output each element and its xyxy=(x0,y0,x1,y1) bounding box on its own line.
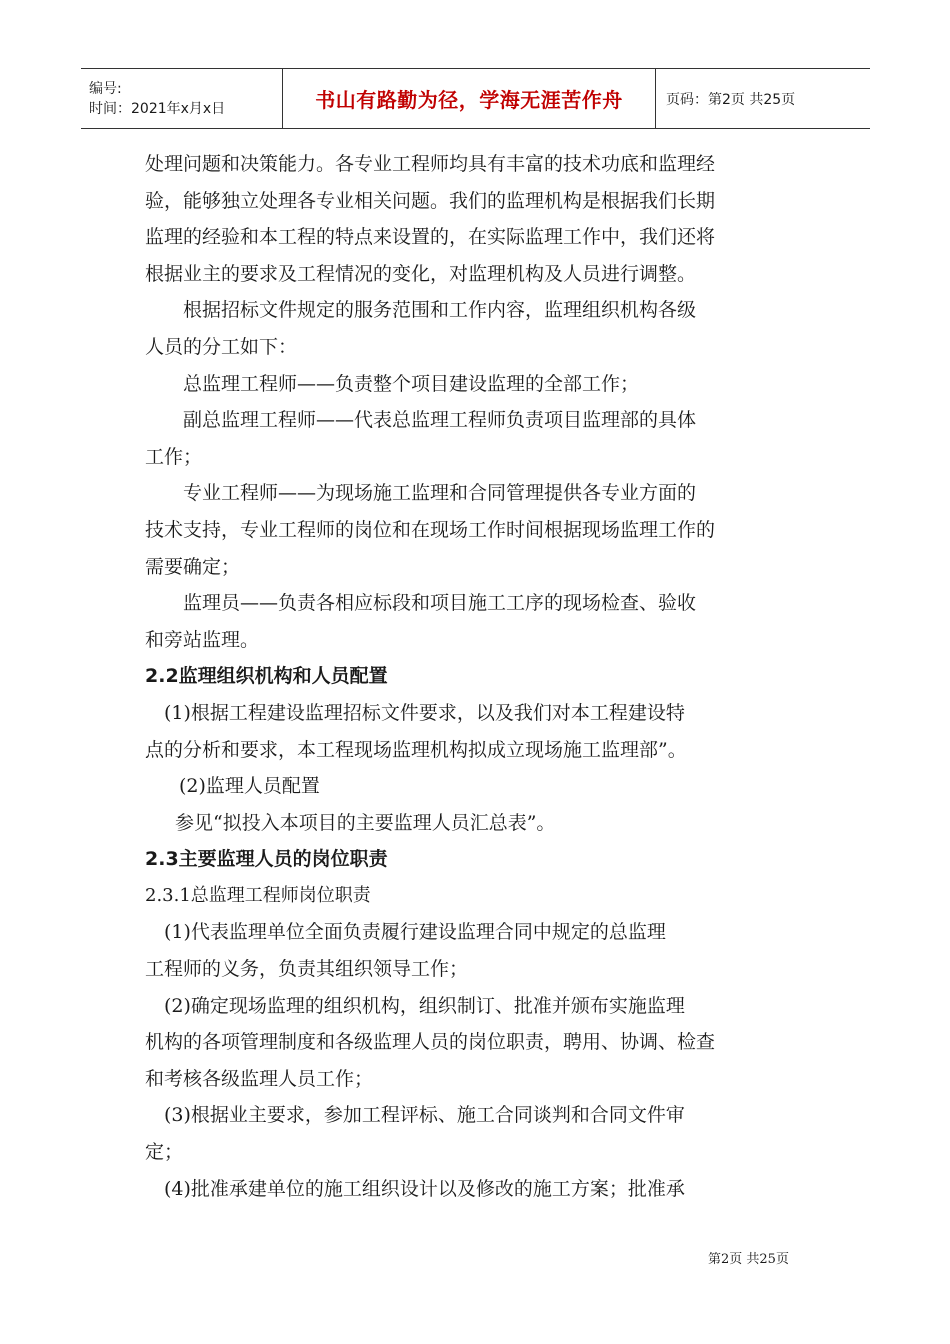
body-line: (2)确定现场监理的组织机构，组织制订、批准并颁布实施监理 xyxy=(164,994,685,1017)
header-meta xyxy=(81,69,283,128)
body-line: 副总监理工程师——代表总监理工程师负责项目监理部的具体 xyxy=(183,409,697,432)
body-line: 工作； xyxy=(145,445,203,468)
motto: 书山有路勤为径，学海无涯苦作舟 xyxy=(315,88,623,112)
page-header xyxy=(81,68,870,129)
body-line: 技术支持，专业工程师的岗位和在现场工作时间根据现场监理工作的 xyxy=(145,518,716,541)
body-line: (2)监理人员配置 xyxy=(179,775,320,798)
section-heading: 2.3主要监理人员的岗位职责 xyxy=(145,848,388,871)
document-body xyxy=(145,146,825,1207)
number-label: 编号: xyxy=(89,80,122,97)
page-footer: 第2页 共25页 xyxy=(708,1252,789,1267)
body-line: (3)根据业主要求，参加工程评标、施工合同谈判和合同文件审 xyxy=(164,1104,685,1127)
body-line: 根据业主的要求及工程情况的变化，对监理机构及人员进行调整。 xyxy=(145,262,697,285)
body-line: 机构的各项管理制度和各级监理人员的岗位职责，聘用、协调、检查 xyxy=(145,1031,716,1054)
body-line: 监理员——负责各相应标段和项目施工工序的现场检查、验收 xyxy=(183,592,697,615)
body-line: 和考核各级监理人员工作； xyxy=(145,1067,374,1090)
body-line: 根据招标文件规定的服务范围和工作内容，监理组织机构各级 xyxy=(183,299,697,322)
body-line: (1)根据工程建设监理招标文件要求，以及我们对本工程建设特 xyxy=(164,701,685,724)
page-code: 页码：第2页 共25页 xyxy=(666,91,796,108)
body-line: (4)批准承建单位的施工组织设计以及修改的施工方案；批准承 xyxy=(164,1177,685,1200)
section-heading: 2.2监理组织机构和人员配置 xyxy=(145,665,388,688)
header-motto-cell xyxy=(283,69,656,128)
body-line: 监理的经验和本工程的特点来设置的，在实际监理工作中，我们还将 xyxy=(145,226,716,249)
body-line: 验，能够独立处理各专业相关问题。我们的监理机构是根据我们长期 xyxy=(145,189,716,212)
body-line: 人员的分工如下： xyxy=(145,335,298,358)
body-line: 总监理工程师——负责整个项目建设监理的全部工作； xyxy=(183,372,640,395)
body-line: 处理问题和决策能力。各专业工程师均具有丰富的技术功底和监理经 xyxy=(145,153,716,175)
body-line: 和旁站监理。 xyxy=(145,628,260,651)
header-page-code xyxy=(656,69,795,128)
body-line: 参见“拟投入本项目的主要监理人员汇总表”。 xyxy=(175,811,556,834)
body-line: 专业工程师——为现场施工监理和合同管理提供各专业方面的 xyxy=(183,482,697,505)
body-line: 点的分析和要求，本工程现场监理机构拟成立现场施工监理部”。 xyxy=(145,738,687,761)
body-line: 工程师的义务，负责其组织领导工作； xyxy=(145,958,469,981)
subsection-heading: 2.3.1总监理工程师岗位职责 xyxy=(145,884,371,906)
body-line: (1)代表监理单位全面负责履行建设监理合同中规定的总监理 xyxy=(164,921,666,944)
body-line: 定； xyxy=(145,1141,184,1164)
body-line: 需要确定； xyxy=(145,555,241,578)
time-label: 时间：2021年x月x日 xyxy=(89,100,226,117)
